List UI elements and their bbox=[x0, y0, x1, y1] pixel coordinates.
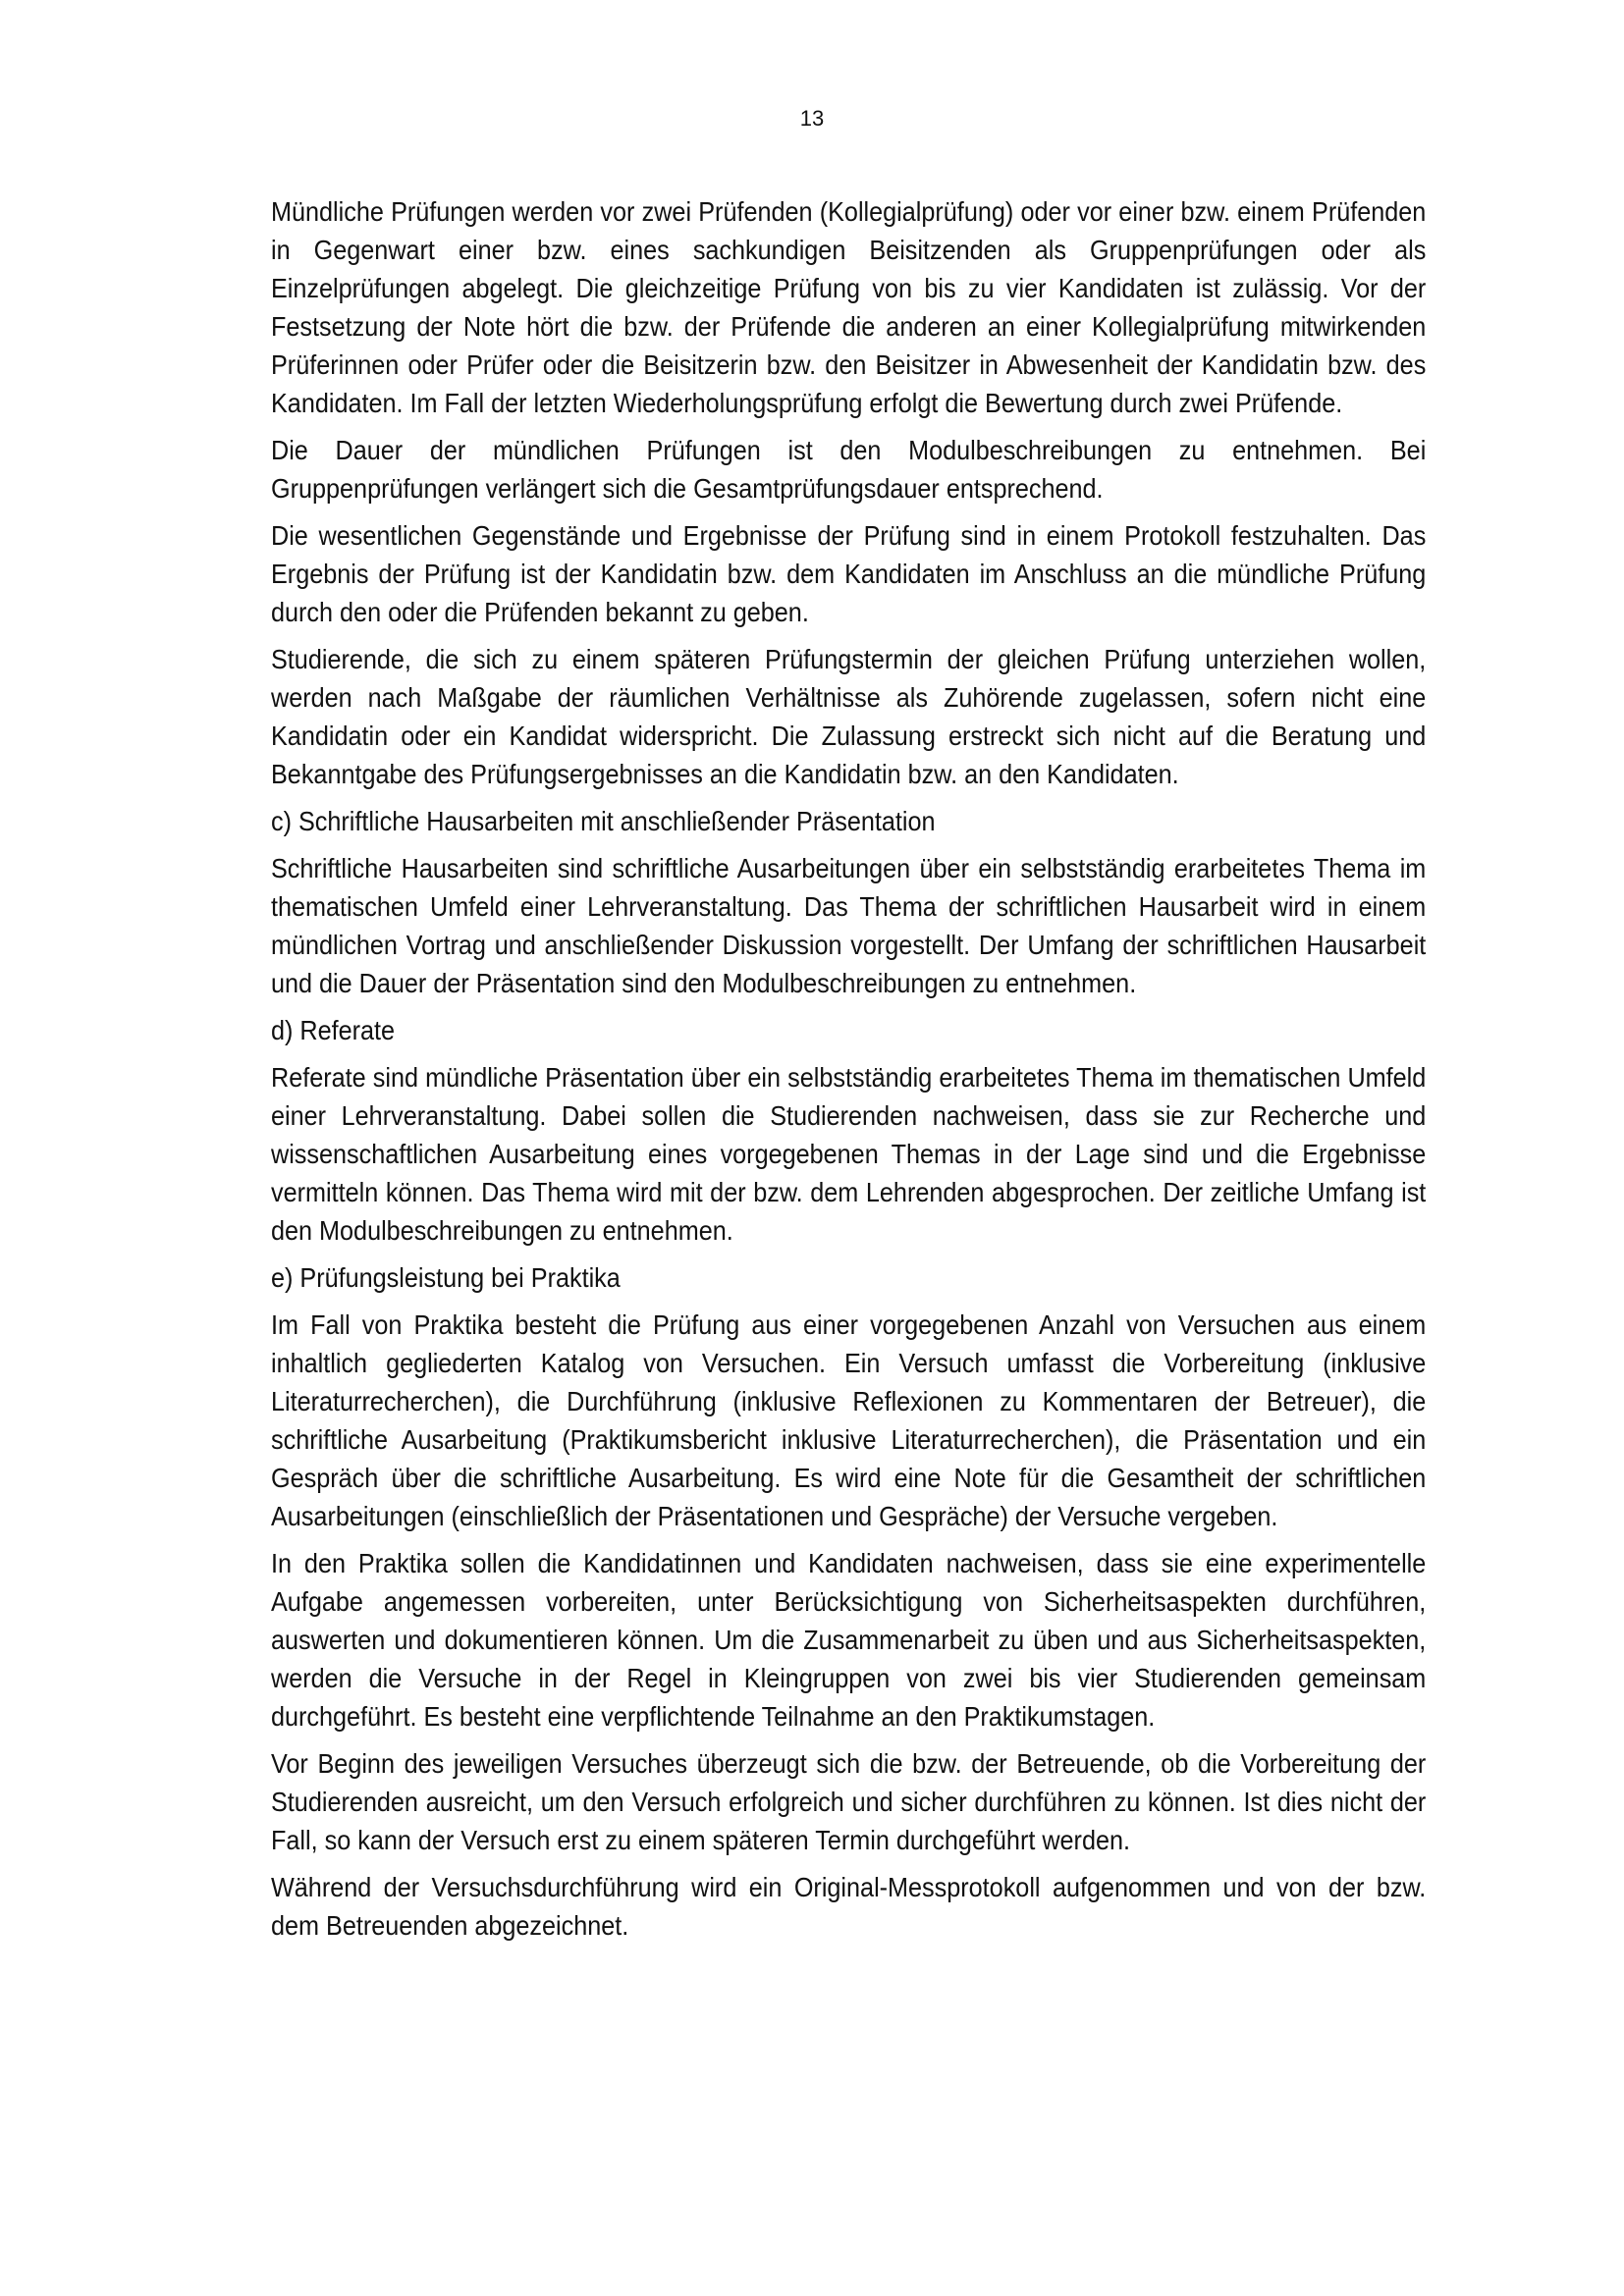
section-heading-e: e) Prüfungsleistung bei Praktika bbox=[271, 1262, 621, 1293]
paragraph-presentations: Referate sind mündliche Präsentation über ein selbstständig erarbeitetes Thema im thematischen Umfeld einer Lehrveranstaltung. Dabei sollen die Studierenden nachweisen, dass sie zur Recherche und wissenschaftlichen Ausarbeitung eines vorgegebenen Themas in der Lage sind und die Ergebnisse vermitteln können. Das Thema wird mit der bzw. dem Lehrenden abgesprochen. Der zeitliche Umfang ist den Modulbeschreibungen zu entnehmen. bbox=[271, 1062, 1427, 1246]
paragraph-oral-exam-procedure: Mündliche Prüfungen werden vor zwei Prüfenden (Kollegialprüfung) oder vor einer bzw. einem Prüfenden in Gegenwart einer bzw. eines sachkundigen Beisitzenden als Gruppenprüfungen oder als Einzelprüfungen abgelegt. Die gleichzeitige Prüfung von bis zu vier Kandidaten ist zulässig. Vor der Festsetzung der Note hört die bzw. der Prüfende die anderen an einer Kollegialprüfung mitwirkenden Prüferinnen oder Prüfer oder die Beisitzerin bzw. den Beisitzer in Abwesenheit der Kandidatin bzw. des Kandidaten. Im Fall der letzten Wiederholungsprüfung erfolgt die Bewertung durch zwei Prüfende. bbox=[271, 196, 1427, 418]
section-heading-c: c) Schriftliche Hausarbeiten mit anschließender Präsentation bbox=[271, 806, 936, 836]
paragraph-lab-preparation: Vor Beginn des jeweiligen Versuches überzeugt sich die bzw. der Betreuende, ob die Vorbereitung der Studierenden ausreicht, um den Versuch erfolgreich und sicher durchführen zu können. Ist dies nicht der Fall, so kann der Versuch erst zu einem späteren Termin durchgeführt werden. bbox=[271, 1748, 1427, 1855]
paragraph-oral-exam-protocol: Die wesentlichen Gegenstände und Ergebnisse der Prüfung sind in einem Protokoll festzuhalten. Das Ergebnis der Prüfung ist der Kandidatin bzw. dem Kandidaten im Anschluss an die mündliche Prüfung durch den oder die Prüfenden bekannt zu geben. bbox=[271, 520, 1427, 627]
paragraph-lab-goals: In den Praktika sollen die Kandidatinnen und Kandidaten nachweisen, dass sie eine experimentelle Aufgabe angemessen vorbereiten, unter Berücksichtigung von Sicherheitsaspekten durchführen, auswerten und dokumentieren können. Um die Zusammenarbeit zu üben und aus Sicherheitsaspekten, werden die Versuche in der Regel in Kleingruppen von zwei bis vier Studierenden gemeinsam durchgeführt. Es besteht eine verpflichtende Teilnahme an den Praktikumstagen. bbox=[271, 1548, 1427, 1732]
paragraph-lab-protocol: Während der Versuchsdurchführung wird ein Original-Messprotokoll aufgenommen und von der bzw. dem Betreuenden abgezeichnet. bbox=[271, 1872, 1427, 1941]
paragraph-oral-exam-duration: Die Dauer der mündlichen Prüfungen ist den Modulbeschreibungen zu entnehmen. Bei Gruppenprüfungen verlängert sich die Gesamtprüfungsdauer entsprechend. bbox=[271, 435, 1427, 504]
section-heading-d: d) Referate bbox=[271, 1015, 396, 1045]
paragraph-lab-exam: Im Fall von Praktika besteht die Prüfung aus einer vorgegebenen Anzahl von Versuchen aus einem inhaltlich gegliederten Katalog von Versuchen. Ein Versuch umfasst die Vorbereitung (inklusive Literaturrecherchen), die Durchführung (inklusive Reflexionen zu Kommentaren der Betreuer), die schriftliche Ausarbeitung (Praktikumsbericht inklusive Literaturrecherchen), die Präsentation und ein Gespräch über die schriftliche Ausarbeitung. Es wird eine Note für die Gesamtheit der schriftlichen Ausarbeitungen (einschließlich der Präsentationen und Gespräche) der Versuche vergeben. bbox=[271, 1309, 1427, 1531]
page-number: 13 bbox=[799, 106, 825, 131]
document-body bbox=[271, 192, 1426, 1953]
paragraph-oral-exam-audience: Studierende, die sich zu einem späteren Prüfungstermin der gleichen Prüfung unterziehen wollen, werden nach Maßgabe der räumlichen Verhältnisse als Zuhörende zugelassen, sofern nicht eine Kandidatin oder ein Kandidat widerspricht. Die Zulassung erstreckt sich nicht auf die Beratung und Bekanntgabe des Prüfungsergebnisses an die Kandidatin bzw. an den Kandidaten. bbox=[271, 644, 1427, 789]
paragraph-written-thesis: Schriftliche Hausarbeiten sind schriftliche Ausarbeitungen über ein selbstständig erarbeitetes Thema im thematischen Umfeld einer Lehrveranstaltung. Das Thema der schriftlichen Hausarbeit wird in einem mündlichen Vortrag und anschließender Diskussion vorgestellt. Der Umfang der schriftlichen Hausarbeit und die Dauer der Präsentation sind den Modulbeschreibungen zu entnehmen. bbox=[271, 853, 1427, 998]
